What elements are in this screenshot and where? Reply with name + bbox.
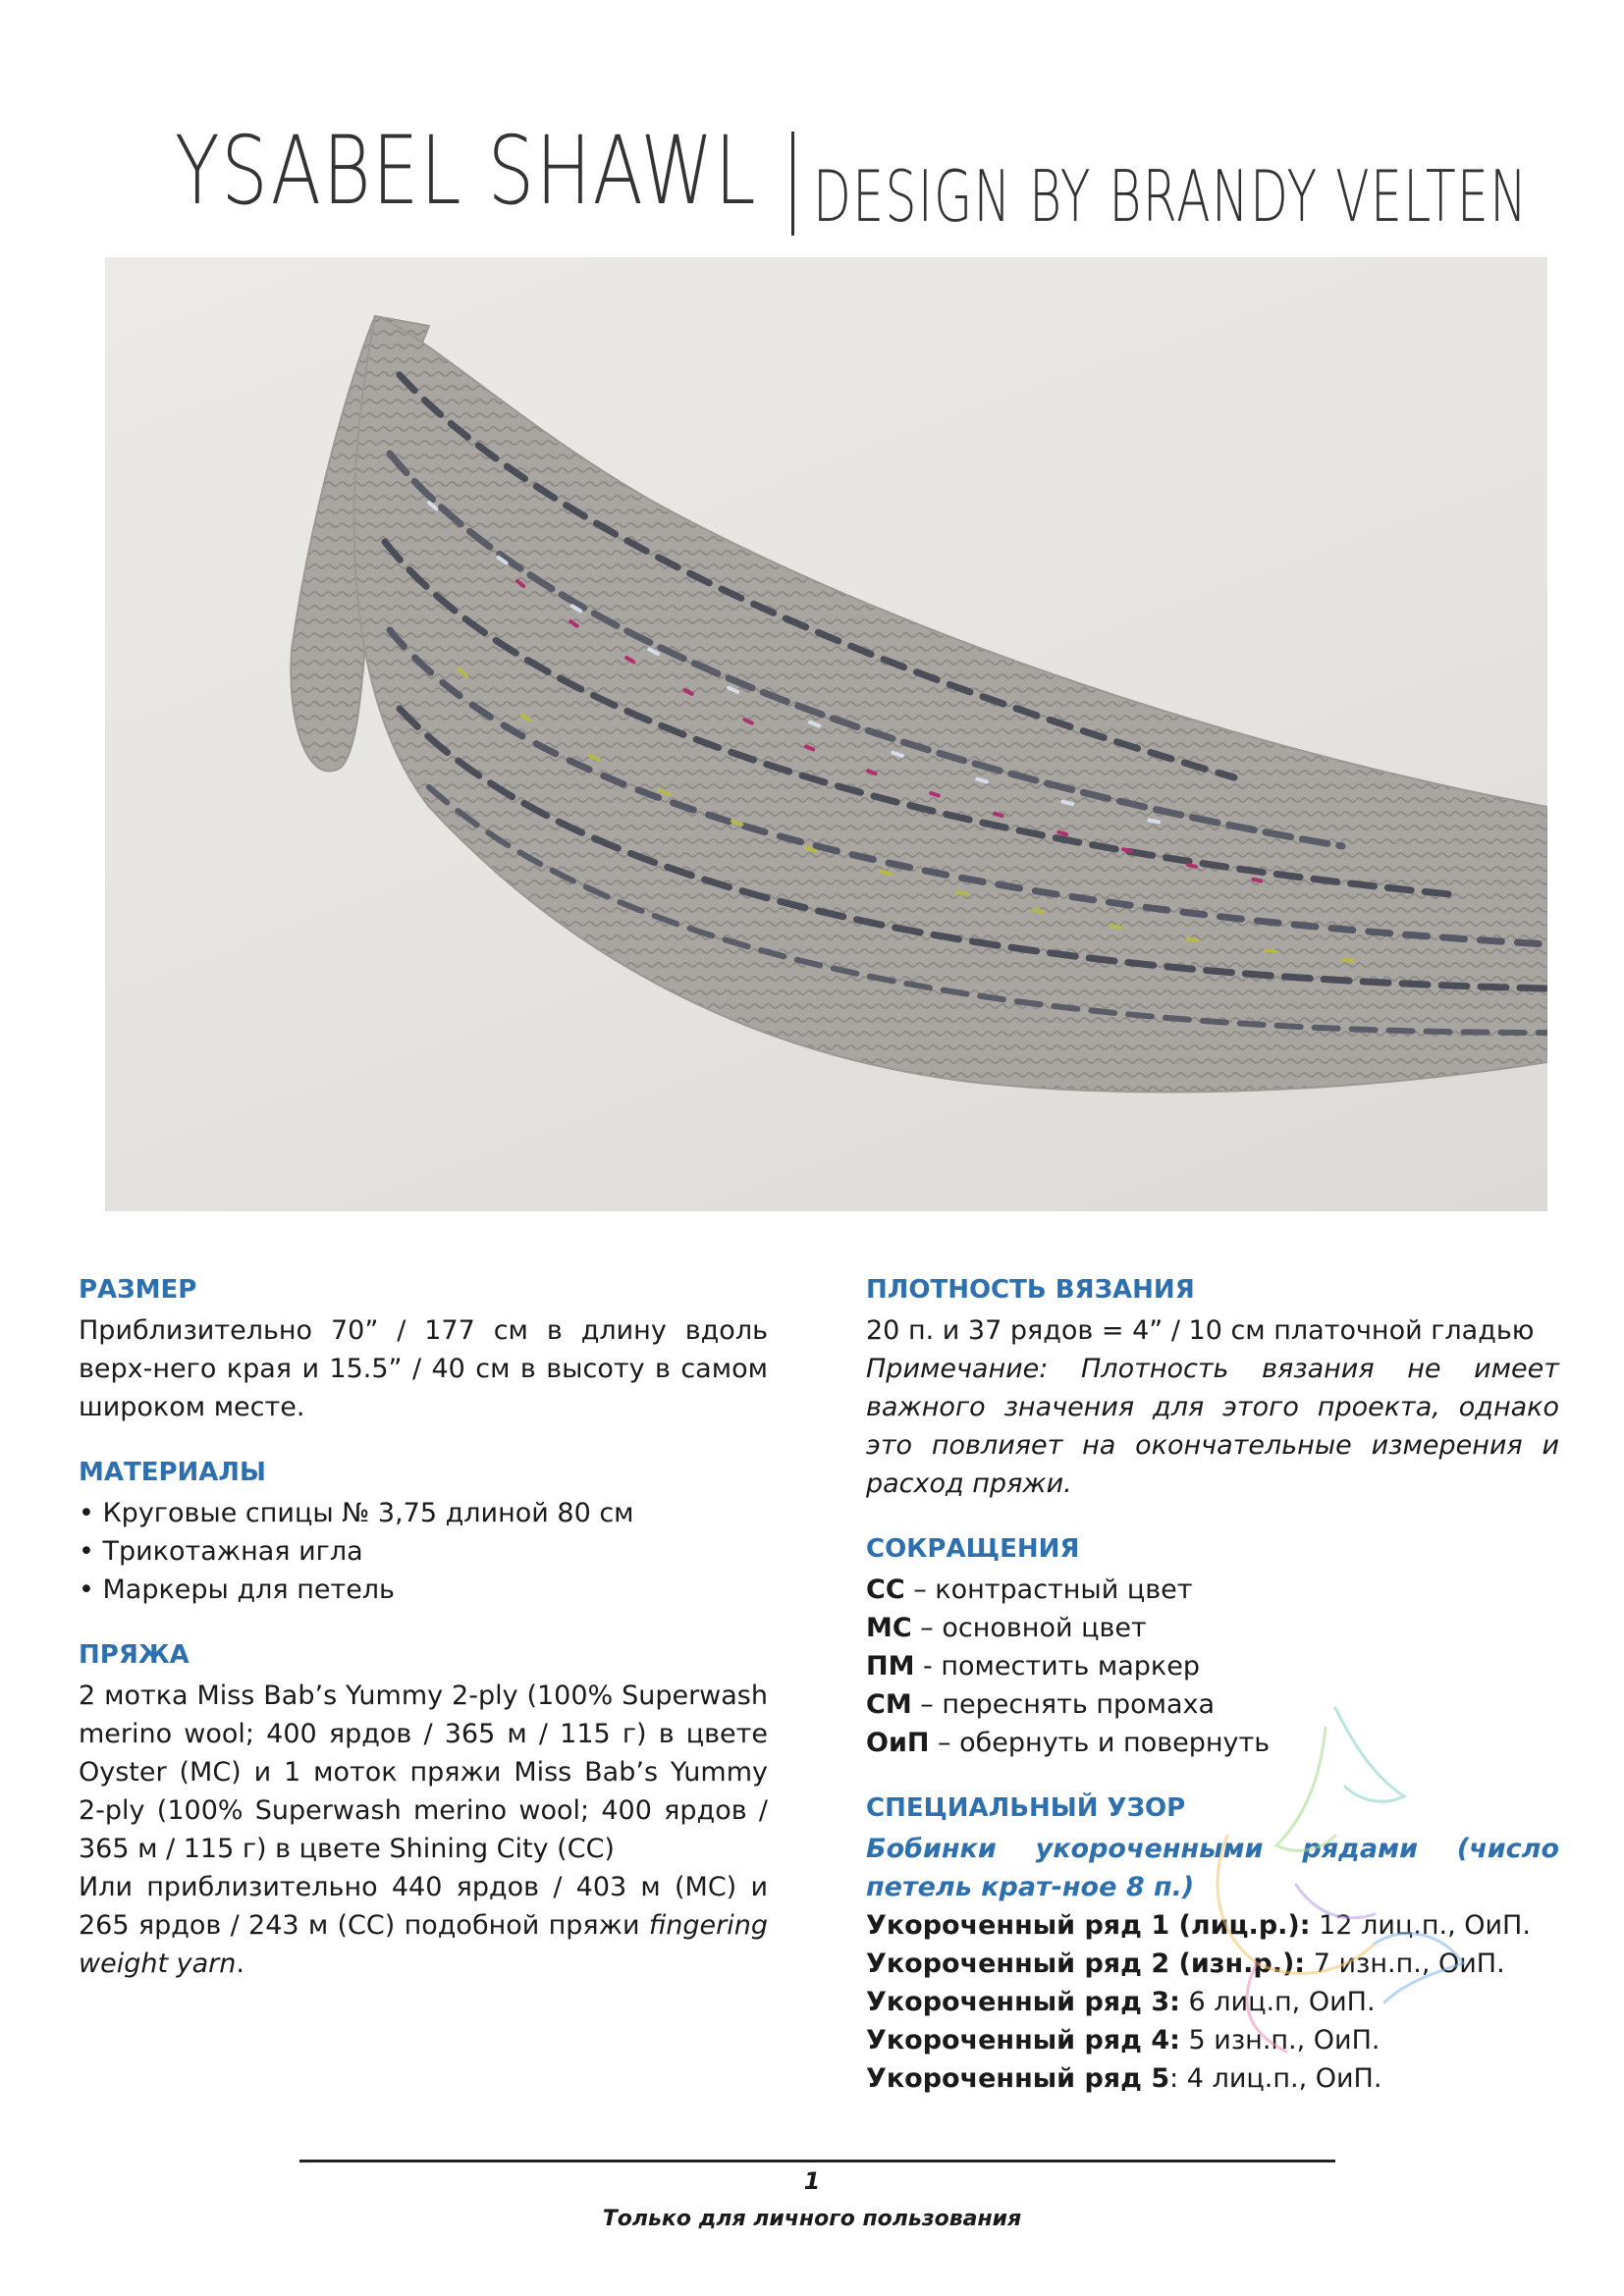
gauge-note: Примечание: Плотность вязания не имеет важного значения для этого проекта, однако это повлияет на окончательные измерения и расход пряжи. [866, 1354, 1559, 1499]
title-subtitle: DESIGN BY BRANDY VELTEN [813, 155, 1529, 238]
section-materials [79, 1454, 768, 1609]
pattern-row-value: 7 изн.п., ОиП. [1305, 1949, 1505, 1979]
heading-special-pattern: СПЕЦИАЛЬНЫЙ УЗОР [866, 1793, 1186, 1823]
bird-watermark [1149, 1688, 1483, 2061]
pattern-row-key: Укороченный ряд 3: [866, 1987, 1180, 2017]
yarn-weight: fingering weight yarn [79, 1910, 769, 1979]
page-number: 1 [803, 2167, 821, 2195]
materials-item: • Круговые спицы № 3,75 длиной 80 см [79, 1498, 634, 1528]
abbreviation-value: – основной цвет [911, 1613, 1147, 1643]
abbreviation-key: MC [866, 1613, 912, 1643]
heading-size: РАЗМЕР [79, 1275, 197, 1305]
title-separator [791, 132, 794, 236]
section-gauge [866, 1271, 1559, 1503]
heading-materials: МАТЕРИАЛЫ [79, 1458, 266, 1487]
abbreviation-key: СМ [866, 1689, 912, 1720]
shawl-illustration [105, 257, 1547, 1211]
pattern-subtitle: Бобинки укороченными рядами (число петель крат-ное 8 п.) [866, 1834, 1559, 1902]
pattern-row-value: : 4 лиц.п., ОиП. [1169, 2063, 1382, 2094]
title-main: YSABEL SHAWL [175, 116, 758, 226]
abbreviation-row [866, 1647, 1559, 1685]
size-text: Приблизительно 70” / 177 см в длину вдоль верх-него края и 15.5” / 40 см в высоту в самом широком месте. [79, 1315, 768, 1422]
shawl-photo [105, 257, 1547, 1211]
pattern-row-key: Укороченный ряд 2 (изн.р.): [866, 1949, 1306, 1979]
pattern-row-key: Укороченный ряд 4: [866, 2025, 1180, 2056]
yarn-text-2 [79, 1868, 768, 1983]
pattern-row-value: 5 изн.п., ОиП. [1179, 2025, 1380, 2056]
pattern-row-key: Укороченный ряд 1 (лиц.р.): [866, 1910, 1311, 1941]
yarn-text-2-main: Или приблизительно 440 ярдов / 403 м (MC) и 265 ярдов / 243 м (CC) подобной пряжи [79, 1872, 768, 1941]
materials-item: • Маркеры для петель [79, 1575, 395, 1605]
pattern-row-value: 12 лиц.п., ОиП. [1310, 1910, 1531, 1941]
gauge-text: 20 п. и 37 рядов = 4” / 10 см платочной гладью [866, 1315, 1535, 1346]
pattern-row-key: Укороченный ряд 5 [866, 2063, 1170, 2094]
abbreviation-value: – переснять промаха [911, 1689, 1216, 1720]
heading-gauge: ПЛОТНОСТЬ ВЯЗАНИЯ [866, 1275, 1195, 1305]
abbreviation-value: – обернуть и повернуть [929, 1728, 1271, 1758]
document-title [175, 116, 1529, 243]
abbreviation-key: ОиП [866, 1728, 930, 1758]
pattern-row [866, 2059, 1559, 2098]
pattern-row-value: 6 лиц.п, ОиП. [1179, 1987, 1376, 2017]
footer-divider [299, 2160, 1335, 2163]
abbreviation-value: - поместить маркер [914, 1651, 1200, 1682]
footer-note: Только для личного пользования [602, 2207, 1022, 2231]
abbreviation-key: ПМ [866, 1651, 915, 1682]
materials-item: • Трикотажная игла [79, 1536, 363, 1567]
heading-abbreviations: СОКРАЩЕНИЯ [866, 1534, 1080, 1564]
section-yarn [79, 1636, 768, 1983]
heading-yarn: ПРЯЖА [79, 1640, 189, 1670]
abbreviation-row [866, 1609, 1559, 1647]
abbreviation-value: – контрастный цвет [904, 1575, 1193, 1605]
section-size [79, 1271, 768, 1426]
abbreviation-key: CC [866, 1575, 905, 1605]
left-column [79, 1271, 768, 2010]
yarn-text-2-end: . [236, 1949, 244, 1979]
yarn-text-1: 2 мотка Miss Bab’s Yummy 2-ply (100% Superwash merino wool; 400 ярдов / 365 м / 115 г) в цвете Oyster (MC) и 1 моток пряжи Miss Bab’s Yummy 2-ply (100% Superwash merino wool; 400 ярдов / 365 м / 115 г) в цвете Shining City (CC) [79, 1681, 768, 1864]
abbreviation-row [866, 1571, 1559, 1609]
